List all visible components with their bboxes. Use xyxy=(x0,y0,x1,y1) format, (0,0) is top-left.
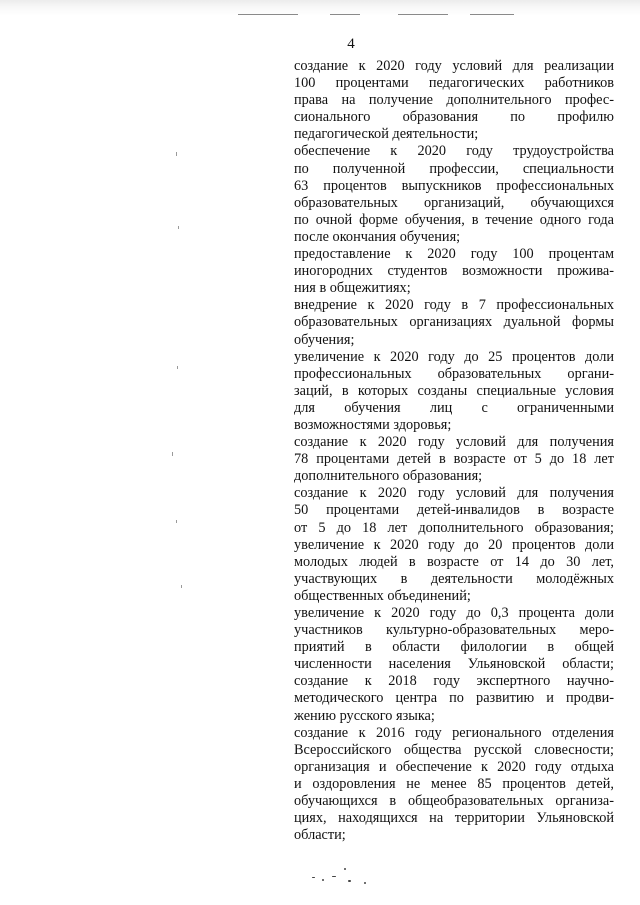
text-line: 78 процентами детей в возрасте от 5 до 18 лет xyxy=(294,451,614,468)
text-line: создание к 2020 году условий для получения xyxy=(294,485,614,502)
text-line: увеличение к 2020 году до 25 процентов доли xyxy=(294,348,614,365)
text-line: увеличение к 2020 году до 0,3 процента доли xyxy=(294,605,614,621)
text-line: после окончания обучения; xyxy=(294,228,461,245)
text-line: дополнительного образования; xyxy=(294,468,483,485)
text-line: ния в общежитиях; xyxy=(294,280,411,297)
text-line: 50 процентами детей-инвалидов в возрасте xyxy=(294,502,614,519)
text-line: по очной форме обучения, в течение одного года xyxy=(294,211,614,228)
text-line: Всероссийского общества русской словесности; xyxy=(294,741,614,758)
text-line: увеличение к 2020 году до 20 процентов доли xyxy=(294,536,614,553)
text-line: по полученной профессии, специальности xyxy=(294,160,614,177)
scan-speck xyxy=(181,585,182,588)
text-line: общественных объединений; xyxy=(294,587,471,604)
text-line: создание к 2020 году условий для реализации xyxy=(294,58,614,74)
text-line: приятий в области филологии в общей xyxy=(294,639,614,656)
scan-edge-mark xyxy=(238,14,298,15)
text-line: для обучения лиц с ограниченными xyxy=(294,399,614,416)
text-line: педагогической деятельности; xyxy=(294,126,479,143)
text-line: права на получение дополнительного профес- xyxy=(294,92,614,109)
scan-speck xyxy=(178,226,179,229)
text-line: области; xyxy=(294,827,346,844)
scan-speck xyxy=(177,366,178,369)
text-line: сионального образования по профилю xyxy=(294,109,614,126)
text-line: от 5 до 18 лет дополнительного образования; xyxy=(294,519,614,536)
text-line: циях, находящихся на территории Ульяновской xyxy=(294,810,614,827)
text-line: обучающихся в общеобразовательных организа- xyxy=(294,793,614,810)
text-line: образовательных организациях дуальной формы xyxy=(294,314,614,331)
text-line: создание к 2016 году регионального отделения xyxy=(294,724,614,741)
text-line: и оздоровления не менее 85 процентов детей, xyxy=(294,775,614,792)
text-line: возможностями здоровья; xyxy=(294,416,452,433)
scan-bottom-marks xyxy=(308,868,378,888)
scan-edge-mark xyxy=(470,14,514,15)
scan-edge-mark xyxy=(330,14,360,15)
text-line: создание к 2020 году условий для получения xyxy=(294,434,614,451)
text-line: образовательных организаций, обучающихся xyxy=(294,194,614,211)
text-line: внедрение к 2020 году в 7 профессиональных xyxy=(294,297,614,314)
text-line: предоставление к 2020 году 100 процентам xyxy=(294,246,614,263)
scan-speck xyxy=(172,452,173,456)
text-line: методического центра по развитию и продви- xyxy=(294,690,614,707)
scan-speck xyxy=(176,152,177,156)
text-line: заций, в которых созданы специальные условия xyxy=(294,382,614,399)
text-line: профессиональных образовательных органи- xyxy=(294,365,614,382)
scan-edge-mark xyxy=(398,14,448,15)
text-line: численности населения Ульяновской области; xyxy=(294,656,614,673)
text-line: 100 процентами педагогических работников xyxy=(294,75,614,92)
text-line: организация и обеспечение к 2020 году отдыха xyxy=(294,758,614,775)
text-line: участвующих в деятельности молодёжных xyxy=(294,570,614,587)
text-line: иногородних студентов возможности прожива- xyxy=(294,263,614,280)
scan-top-shadow xyxy=(0,0,640,16)
text-line: участников культурно-образовательных меро- xyxy=(294,622,614,639)
scan-speck xyxy=(176,520,177,523)
text-line: жению русского языка; xyxy=(294,707,435,724)
page-number: 4 xyxy=(347,36,355,52)
text-line: обеспечение к 2020 году трудоустройства xyxy=(294,143,614,160)
text-line: обучения; xyxy=(294,331,355,348)
text-line: 63 процентов выпускников профессиональных xyxy=(294,177,614,194)
text-line: молодых людей в возрасте от 14 до 30 лет, xyxy=(294,553,614,570)
text-line: создание к 2018 году экспертного научно- xyxy=(294,673,614,690)
document-body xyxy=(294,58,614,844)
